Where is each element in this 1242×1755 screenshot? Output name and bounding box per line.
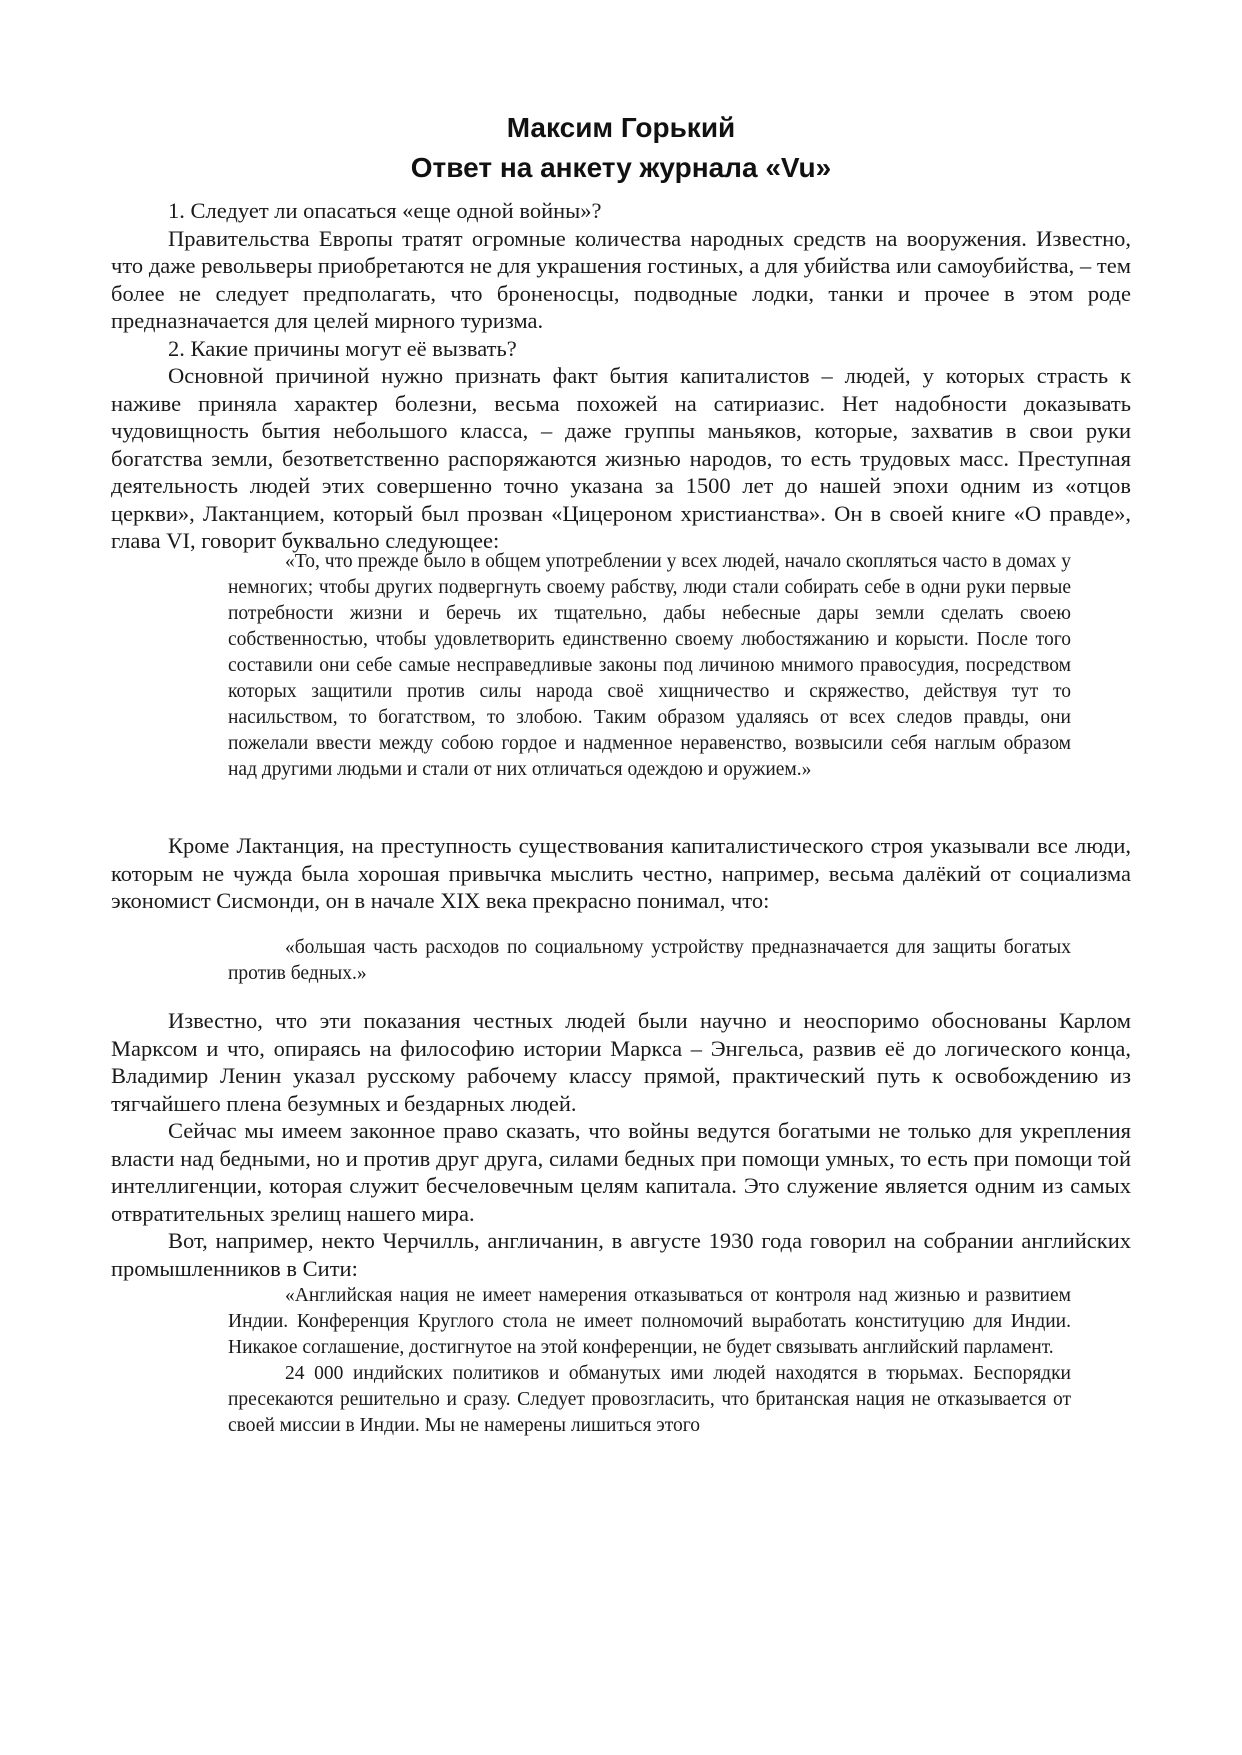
question-2: 2. Какие причины могут её вызвать? bbox=[168, 335, 517, 361]
quote-text: «То, что прежде было в общем употреблении у всех людей, начало скопляться часто в домах у немногих; чтобы других подвергнуть своему рабству, люди стали собирать себе в одни руки первые потребности жизни и беречь их тщательно, дабы небесные дары земли сделать своею собственностью, чтобы удовлетворить единственно своему любостяжанию и корысти. После того составили они себе самые несправедливые законы под личиною мнимого правосудия, посредством которых защитили против силы народа своё хищничество и скряжество, действуя тут то насильством, то богатством, то злобою. Таким образом удаляясь от всех следов правды, они пожелали ввести между собою гордое и надменное неравенство, возвысили себя наглым образом над другими людьми и стали от них отличаться одеждою и оружием.» bbox=[228, 551, 1071, 780]
quote-text: «большая часть расходов по социальному устройству предназначается для защиты богатых против бедных.» bbox=[228, 937, 1071, 984]
quote-lactantius bbox=[228, 549, 1071, 783]
paragraph: Кроме Лактанция, на преступность существования капиталистического строя указывали все люди, которым не чужда была хорошая привычка мыслить честно, например, весьма далёкий от социализма экономист Сисмонди, он в начале XIX века прекрасно понимал, что: bbox=[111, 833, 1131, 913]
paragraph: Известно, что эти показания честных людей были научно и неоспоримо обоснованы Карлом Марксом и что, опираясь на философию истории Маркса – Энгельса, развив её до логического конца, Владимир Ленин указал русскому рабочему классу прямой, практический путь к освобождению из тягчайшего плена безумных и бездарных людей. bbox=[111, 1008, 1131, 1116]
quote-text: «Английская нация не имеет намерения отказываться от контроля над жизнью и развитием Индии. Конференция Круглого стола не имеет полномочий выработать конституцию для Индии. Никакое соглашение, достигнутое на этой конференции, не будет связывать английский парламент. bbox=[228, 1285, 1071, 1358]
paragraph: Сейчас мы имеем законное право сказать, что войны ведутся богатыми не только для укрепления власти над бедными, но и против друг друга, силами бедных при помощи умных, то есть при помощи той интеллигенции, которая служит бесчеловечным целям капитала. Это служение является одним из самых отвратительных зрелищ нашего мира. bbox=[111, 1118, 1131, 1226]
author-name: Максим Горький bbox=[506, 112, 736, 143]
quote-text: 24 000 индийских политиков и обманутых ими людей находятся в тюрьмах. Беспорядки пресекаются решительно и сразу. Следует провозгласить, что британская нация не отказывается от своей миссии в Индии. Мы не намерены лишиться этого bbox=[228, 1363, 1071, 1436]
work-title: Ответ на анкету журнала «Vu» bbox=[410, 152, 832, 183]
section-1 bbox=[111, 197, 1131, 555]
quote-churchill bbox=[228, 1283, 1071, 1439]
paragraph: Вот, например, некто Черчилль, англичанин, в августе 1930 года говорил на собрании английских промышленников в Сити: bbox=[111, 1228, 1131, 1281]
section-3 bbox=[111, 1007, 1131, 1282]
question-1: 1. Следует ли опасаться «еще одной войны»? bbox=[168, 198, 602, 223]
title-block bbox=[0, 108, 1242, 188]
paragraph: Основной причиной нужно признать факт бытия капиталистов – людей, у которых страсть к наживе приняла характер болезни, весьма похожей на сатириазис. Нет надобности доказывать чудовищность бытия небольшого класса, – даже группы маньяков, которые, захватив в свои руки богатства земли, безответственно распоряжаются жизнью народов, то есть трудовых масс. Преступная деятельность людей этих совершенно точно указана за 1500 лет до нашей эпохи одним из «отцов церкви», Лактанцием, который был прозван «Цицероном христианства». Он в своей книге «О правде», глава VI, говорит буквально следующее: bbox=[111, 363, 1131, 553]
quote-sismondi bbox=[228, 935, 1071, 987]
section-2 bbox=[111, 832, 1131, 915]
paragraph: Правительства Европы тратят огромные количества народных средств на вооружения. Известно, что даже револьверы приобретаются не для украшения гостиных, а для убийства или самоубийства, – тем более не следует предполагать, что броненосцы, подводные лодки, танки и прочее в этом роде предназначается для целей мирного туризма. bbox=[111, 225, 1131, 333]
